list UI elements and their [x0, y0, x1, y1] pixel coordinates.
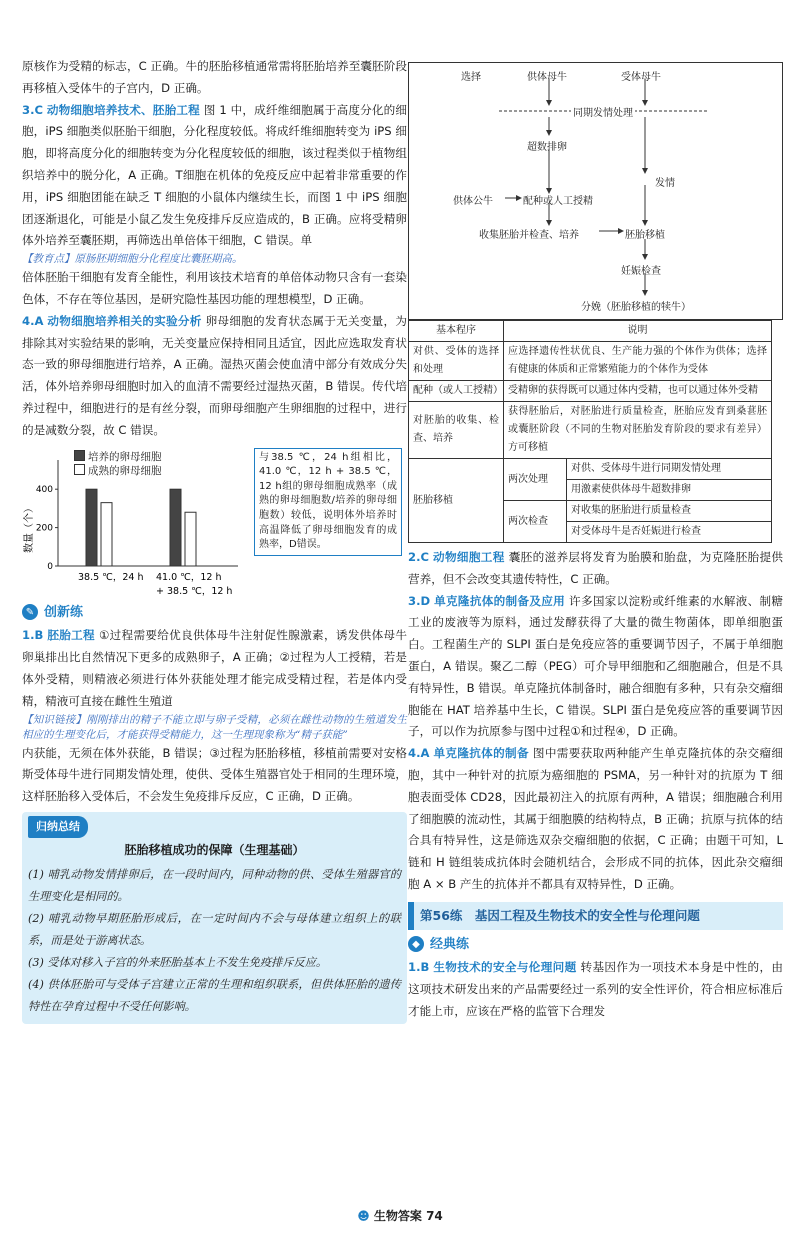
answer-number: 2.C [408, 550, 429, 564]
flow-donor: 供体母牛 [527, 72, 567, 83]
flow-collect: 收集胚胎并检查、培养 [479, 230, 579, 241]
answer-text: 图中需要获取两种能产生单克隆抗体的杂交瘤细胞，其中一种针对的抗原为癌细胞的 PSMA，另一种针对的抗原为 T 细胞表面受体 CD28，因此最初注入的抗原有两种，A 错误；细胞融合利用了细胞膜的流动性，其属于细胞膜的结构特点，B 正确；抗原与抗体的结合具有特异性，这是筛选双杂交瘤细胞的依据，C 正确；由题干可知，L 链和 H 链组装成抗体时会随机结合，会形成不同的抗体，因此杂交瘤细胞 A × B 产生的抗体并不都具有双特异性，D 正确。 [408, 746, 784, 891]
table-cell: 配种（或人工授精） [409, 381, 504, 402]
answer-number: 1.B [22, 628, 44, 643]
answer-keyword: 动物细胞工程 [433, 550, 505, 564]
y-tick-label: 200 [35, 523, 53, 534]
table-cell: 两次处理 [504, 459, 567, 501]
answer-keyword: 生物技术的安全与伦理问题 [433, 960, 577, 975]
innovation-heading: ✎ 创新练 [22, 602, 407, 624]
answer-number: 3.C [22, 102, 43, 117]
left-column [22, 0, 407, 1024]
answer-r2 [408, 547, 783, 591]
legend-item-cultured [74, 450, 162, 464]
table-cell: 对供、受体母牛进行同期发情处理 [567, 459, 772, 480]
answer-4 [22, 311, 407, 442]
answer-keyword: 动物细胞培养相关的实验分析 [47, 313, 202, 328]
summary-line: (3) 受体对移入子宫的外来胚胎基本上不发生免疫排斥反应。 [28, 955, 328, 969]
right-column [408, 0, 783, 1023]
answer-r5 [408, 957, 783, 1022]
summary-title: 胚胎移植成功的保障（生理基础） [124, 842, 305, 857]
paragraph-intro: 原核作为受精的标志，C 正确。牛的胚胎移植通常需将胚胎培养至囊胚阶段再移植入受体牛的子宫内，D 正确。 [22, 59, 407, 95]
x-tick-label: + 38.5 ℃，12 h [156, 585, 233, 597]
table-cell: 用激素使供体母牛超数排卵 [567, 480, 772, 501]
bar [86, 489, 97, 566]
pen-icon: ✎ [22, 604, 38, 620]
table-header: 说明 [504, 321, 772, 342]
procedure-table [408, 320, 772, 543]
answer-3 [22, 100, 407, 253]
table-header: 基本程序 [409, 321, 504, 342]
y-axis-label: 数量（个） [24, 502, 35, 553]
table-cell: 对收集的胚胎进行质量检查 [567, 501, 772, 522]
legend-swatch [74, 464, 85, 475]
legend-item-mature [74, 464, 162, 478]
answer-text: 卵母细胞的发育状态属于无关变量，为排除其对实验结果的影响，无关变量应保持相同且适宜，因此应选取发育状态一致的卵母细胞进行培养，A 正确。湿热灭菌会使血清中部分有效成分失活，体外培养卵母细胞时加入的血清不需要经过湿热灭菌，B 错误。传代培养过程中，细胞进行的是有丝分裂，而卵母细胞产生卵细胞的过程中，进行的是减数分裂，故 C 错误。 [22, 313, 408, 437]
flow-birth: 分娩（胚胎移植的犊牛） [581, 302, 691, 313]
answer-text: 图 1 中，成纤维细胞属于高度分化的细胞，iPS 细胞类似胚胎干细胞，分化程度较低。将成纤维细胞转变为 iPS 细胞，即将高度分化的细胞转变为分化程度较低的细胞，该过程类似于植物组织培养中的脱分化，A 正确。T细胞在机体的免疫反应中起着非常重要的作用，iPS 细胞团能在缺乏 T 细胞的小鼠体内继续生长，而图 1 中 iPS 细胞团逐渐退化，可能是小鼠乙发生免疫排斥反应造成的，B 正确。应将受精卵体外培养至囊胚期，再筛选出单倍体干细胞，C 错误。单 [22, 102, 408, 248]
flow-sync: 同期发情处理 [571, 103, 635, 125]
x-tick-label: 41.0 ℃，12 h [156, 571, 222, 583]
summary-line: (1) 哺乳动物发情排卵后，在一段时间内，同种动物的供、受体生殖器官的生理变化是相同的。 [28, 867, 401, 903]
flow-estrus: 发情 [655, 178, 675, 189]
table-cell: 对供、受体的选择和处理 [409, 342, 504, 381]
bar [101, 502, 112, 565]
legend [74, 450, 162, 478]
summary-box [22, 812, 407, 1024]
flow-pregnancy-check: 妊娠检查 [621, 266, 661, 277]
handwritten-note: 【教育点】原肠胚期细胞分化程度比囊胚期高。 [22, 253, 243, 266]
answer-r3 [408, 591, 783, 744]
answer-text: 囊胚的滋养层将发育为胎膜和胎盘，为克隆胚胎提供营养，但不会改变其遗传特性，C 正确。 [408, 550, 784, 586]
answer-text: 许多国家以淀粉或纤维素的水解液、制糖工业的废液等为原料，通过发酵获得了大量的微生物菌体，即单细胞蛋白。工程菌生产的 SLPI 蛋白是免疫应答的重要调节因子，不属于单细胞蛋白，A 错误。聚乙二醇（PEG）可介导甲细胞和乙细胞融合，但是不具有特异性，B 错误。单克隆抗体制备时，融合细胞有多种，只有杂交瘤细胞能在 HAT 培养基中生长，C 错误。SLPI 蛋白是免疫应答的重要调节因子，可以作为抗原参与图中过程①和过程④，D 正确。 [408, 593, 783, 739]
summary-line: (4) 供体胚胎可与受体子宫建立正常的生理和组织联系，但供体胚胎的遗传特性在孕育过程中不受任何影响。 [28, 977, 401, 1013]
answer-keyword: 动物细胞培养技术、胚胎工程 [46, 102, 200, 117]
summary-line: (2) 哺乳动物早期胚胎形成后，在一定时间内不会与母体建立组织上的联系，而是处于游离状态。 [28, 911, 401, 947]
flowchart [408, 62, 783, 320]
x-tick-label: 38.5 ℃，24 h [78, 571, 144, 583]
flow-male: 供体公牛 [453, 196, 493, 207]
answer-innov-1 [22, 625, 407, 712]
y-tick-label: 0 [47, 561, 53, 572]
answer-keyword: 胚胎工程 [47, 628, 95, 643]
chart-note: 与38.5 ℃，24 h组相比，41.0 ℃，12 h + 38.5 ℃，12 h组的卵母细胞成熟率（成熟的卵母细胞数/培养的卵母细胞数）较低，说明体外培养时高温降低了卵母细胞发育的成熟率，D错误。 [254, 448, 402, 556]
answer-number: 4.A [408, 746, 430, 761]
answer-r4 [408, 743, 783, 896]
chart-area [22, 448, 407, 598]
classic-heading: ◆ 经典练 [408, 934, 783, 956]
y-tick-label: 400 [35, 484, 53, 495]
table-cell: 获得胚胎后，对胚胎进行质量检查，胚胎应发育到桑葚胚或囊胚阶段（不同的生物对胚胎发育阶段的要求有差异）方可移植 [504, 402, 772, 459]
answer-keyword: 单克隆抗体的制备及应用 [434, 593, 566, 608]
summary-tag: 归纳总结 [28, 816, 88, 838]
legend-label: 培养的卵母细胞 [88, 450, 162, 463]
answer-text: 转基因作为一项技术本身是中性的，由这项技术研发出来的产品需要经过一系列的安全性评价，符合相应标准后才能上市，应该在严格的监管下合理发 [408, 960, 783, 1018]
bar [185, 512, 196, 566]
answer-text: ①过程需要给优良供体母牛注射促性腺激素，诱发供体母牛卵巢排出比自然情况下更多的成熟卵子，A 正确；②过程为人工授精，若是体外受精，则精液必须进行体外获能处理才能完成受精过程，若是体内受精，精液可直接在雌性生殖道 [22, 628, 407, 708]
flow-transfer: 胚胎移植 [625, 230, 665, 241]
flow-superovulation: 超数排卵 [527, 142, 567, 153]
answer-keyword: 单克隆抗体的制备 [433, 746, 529, 761]
table-cell: 应选择遗传性状优良、生产能力强的个体作为供体；选择有健康的体质和正常繁殖能力的个体作为受体 [504, 342, 772, 381]
answer-number: 3.D [408, 593, 431, 608]
table-cell: 胚胎移植 [409, 459, 504, 543]
table-cell: 两次检查 [504, 501, 567, 543]
flow-select: 选择 [461, 72, 481, 83]
handwritten-link-note: 【知识链接】刚刚排出的精子不能立即与卵子受精，必须在雌性动物的生殖道发生相应的生理变化后，才能获得受精能力，这一生理现象称为“精子获能” [22, 713, 407, 741]
flow-mating: 配种或人工授精 [523, 196, 593, 207]
chapter-heading: 第56练 基因工程及生物技术的安全性与伦理问题 [408, 902, 783, 930]
page-footer: ☻ 生物答案 74 [357, 1209, 443, 1223]
answer-3-tail: 倍体胚胎干细胞有发育全能性，利用该技术培育的单倍体动物只含有一套染色体，不存在等位基因，是研究隐性基因功能的理想模型，D 正确。 [22, 270, 407, 306]
table-cell: 对胚胎的收集、检查、培养 [409, 402, 504, 459]
book-icon: ◆ [408, 936, 424, 952]
table-cell: 受精卵的获得既可以通过体内受精，也可以通过体外受精 [504, 381, 772, 402]
legend-swatch [74, 450, 85, 461]
bar [170, 489, 181, 566]
answer-number: 4.A [22, 313, 44, 328]
flow-recipient: 受体母牛 [621, 72, 661, 83]
mascot-icon: ☻ [357, 1209, 370, 1223]
answer-number: 1.B [408, 960, 430, 975]
table-cell: 对受体母牛是否妊娠进行检查 [567, 522, 772, 543]
legend-label: 成熟的卵母细胞 [88, 464, 162, 477]
answer-innov-1-tail: 内获能，无须在体外获能，B 错误；③过程为胚胎移植，移植前需要对安格斯受体母牛进行同期发情处理，使供、受体生殖器官处于相同的生理环境，这样胚胎移入受体后，不会发生免疫排斥反应，C 正确，D 正确。 [22, 745, 407, 804]
